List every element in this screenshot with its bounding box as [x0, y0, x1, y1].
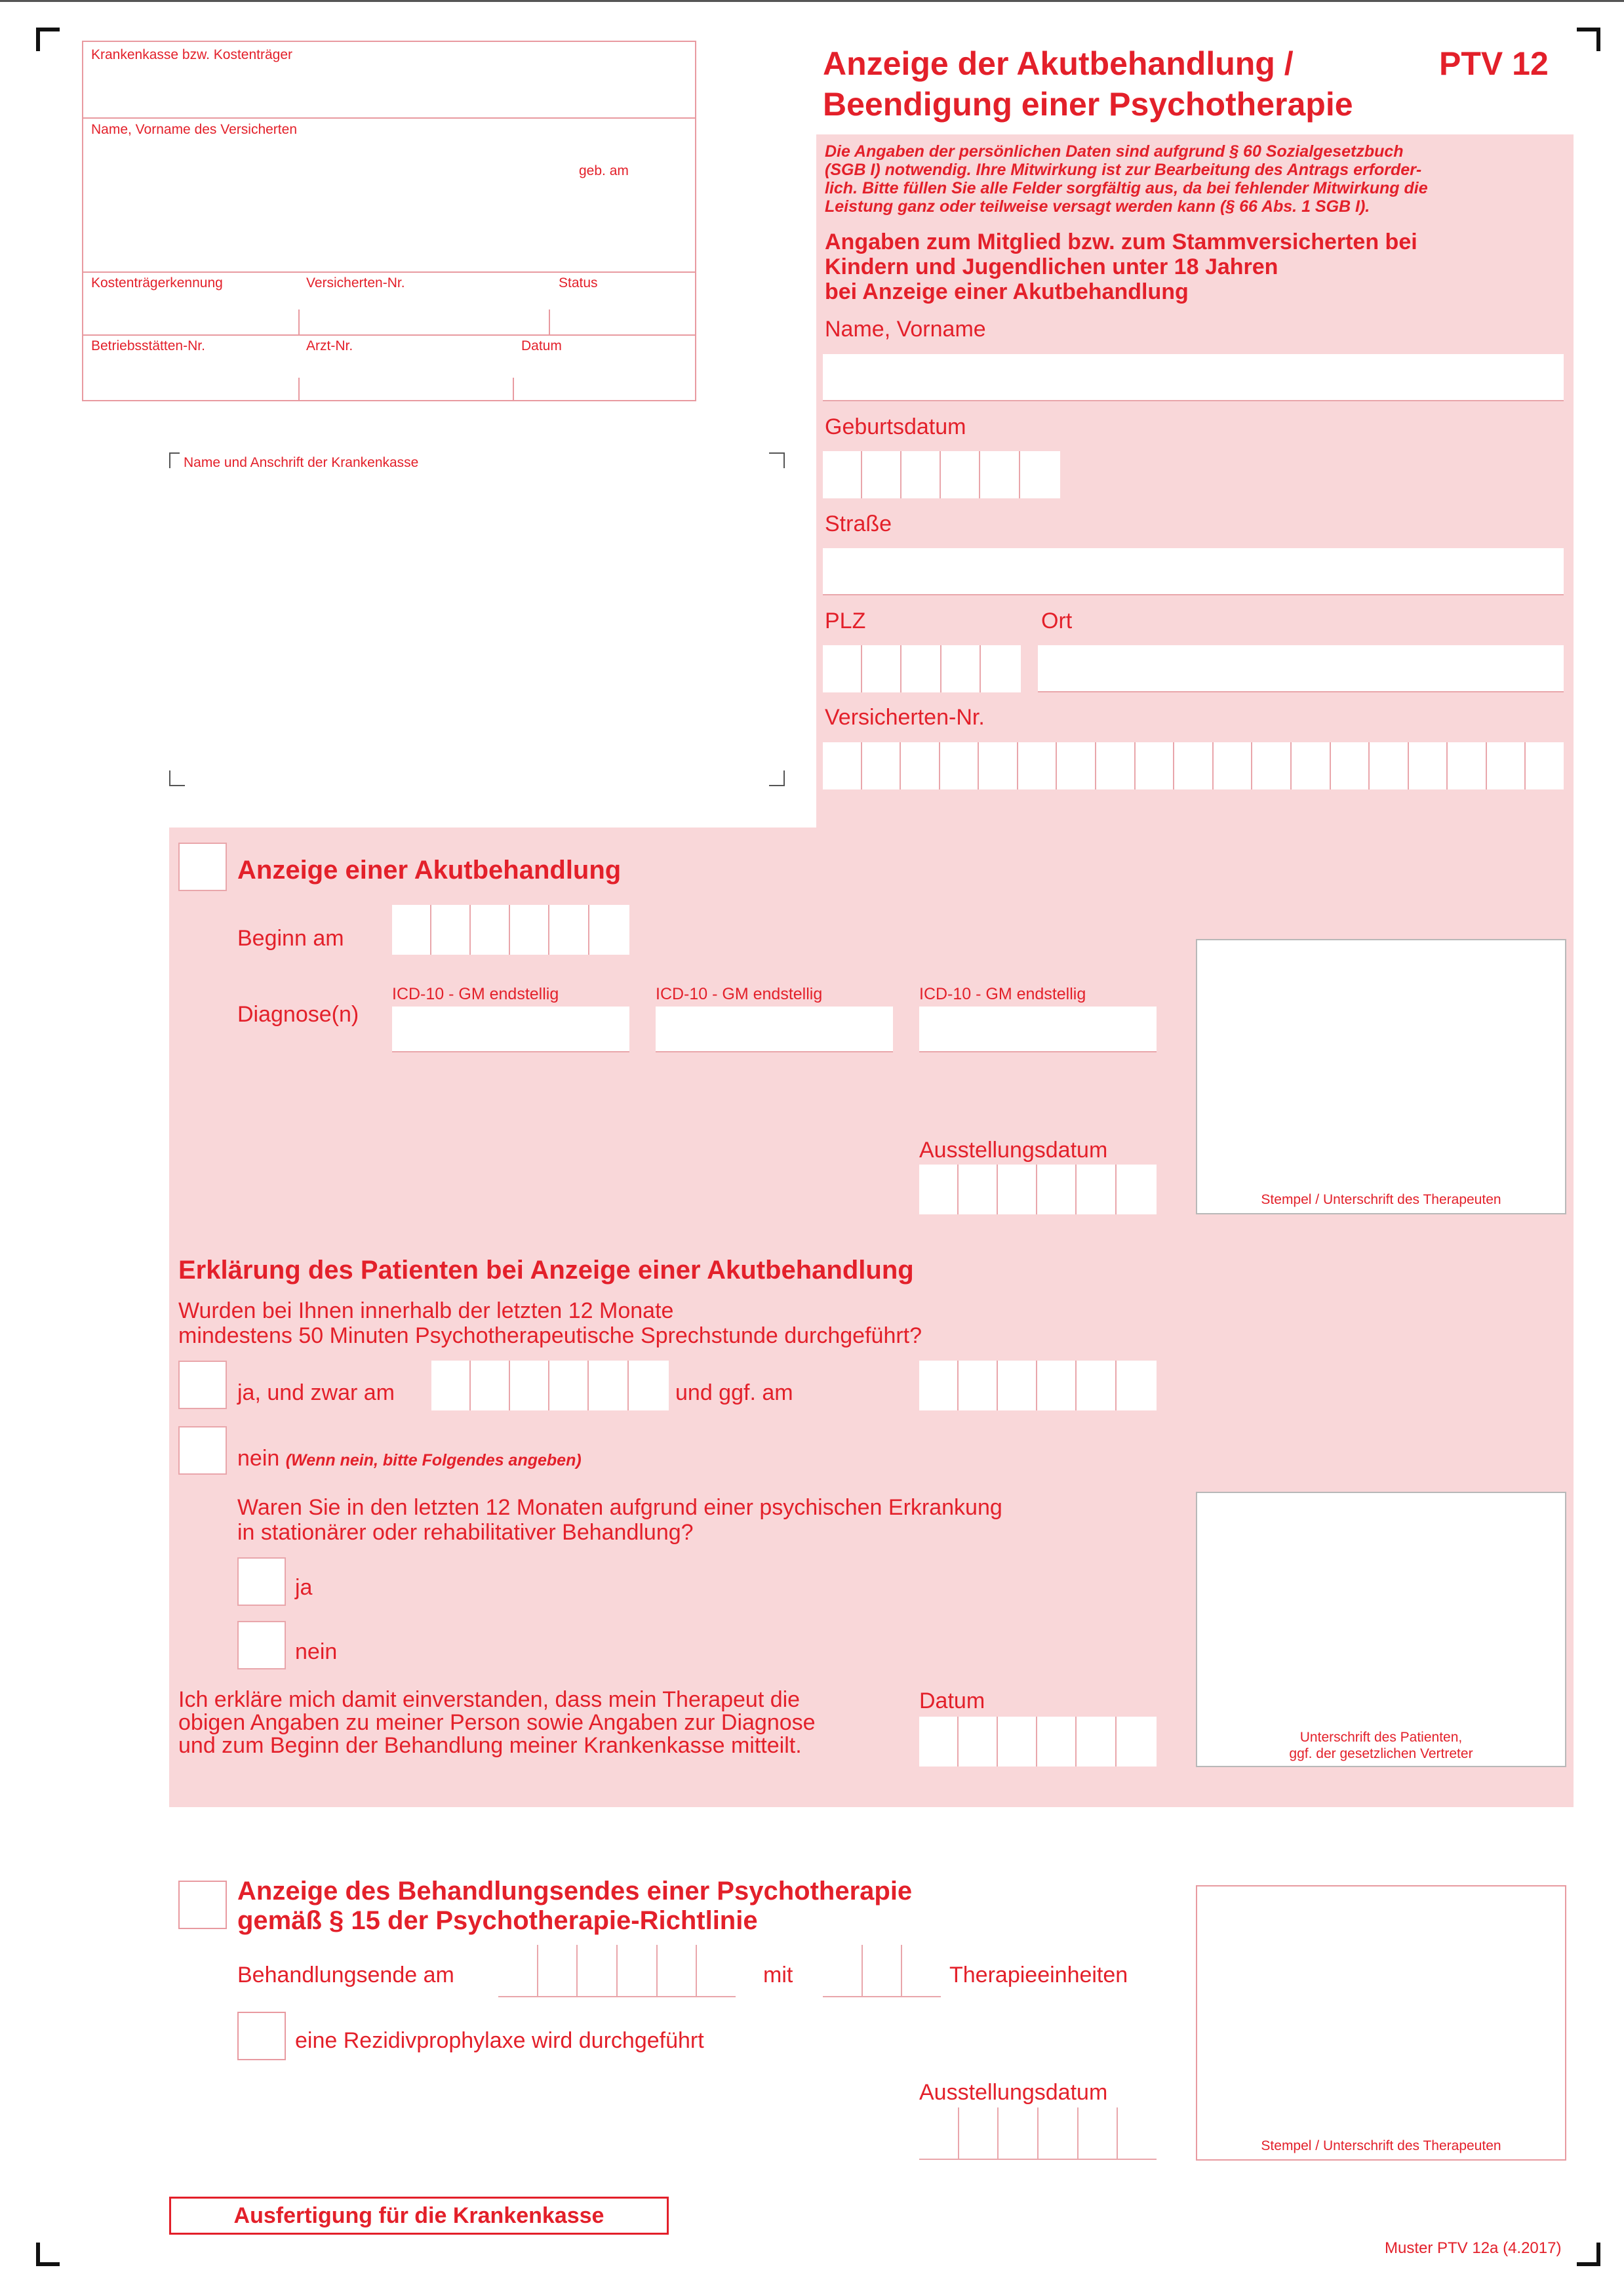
- consent-text: [178, 1688, 816, 1757]
- digit-cell[interactable]: [1057, 742, 1096, 789]
- relapse-label: eine Rezidivprophylaxe wird durchgeführt: [295, 2028, 704, 2053]
- consent-line: obigen Angaben zu meiner Person sowie Angaben zur Diagnose: [178, 1710, 816, 1735]
- birth-date-cells[interactable]: [823, 451, 1060, 498]
- ort-field[interactable]: [1038, 645, 1564, 692]
- insurance-no-cells[interactable]: [823, 742, 1564, 789]
- birth-label: Geburtsdatum: [825, 414, 966, 439]
- plz-cell[interactable]: [901, 645, 941, 692]
- signature-label: [1197, 1729, 1565, 1762]
- no-checkbox[interactable]: [178, 1426, 227, 1475]
- end-heading: [237, 1877, 912, 1936]
- member-heading-line: bei Anzeige einer Akutbehandlung: [825, 279, 1189, 304]
- ort-label: Ort: [1041, 609, 1073, 633]
- consent-line: Ich erkläre mich damit einverstanden, dass mein Therapeut die: [178, 1687, 801, 1712]
- form-code: PTV 12: [1439, 45, 1549, 82]
- date-cell[interactable]: [1077, 1165, 1117, 1214]
- form-title-line2: Beendigung einer Psychotherapie: [823, 86, 1353, 123]
- signature-line: Unterschrift des Patienten,: [1299, 1730, 1463, 1745]
- date-cell[interactable]: [1077, 1361, 1117, 1410]
- datum-label: Datum: [521, 338, 562, 353]
- date-cell[interactable]: [510, 905, 549, 955]
- end-checkbox[interactable]: [178, 1881, 227, 1929]
- divider: [513, 378, 514, 401]
- date-cell[interactable]: [589, 905, 629, 955]
- begin-date-cells[interactable]: [392, 905, 629, 955]
- corner-mark-top-right: [1577, 28, 1600, 51]
- member-heading-line: Angaben zum Mitglied bzw. zum Stammversicherten bei: [825, 230, 1417, 254]
- arzt-label: Arzt-Nr.: [306, 338, 353, 353]
- copy-label: Ausfertigung für die Krankenkasse: [169, 2197, 669, 2235]
- digit-cell[interactable]: [979, 742, 1018, 789]
- date-cell[interactable]: [980, 451, 1020, 498]
- end-issue-cells[interactable]: [919, 2107, 1157, 2160]
- date-cell[interactable]: [431, 1361, 471, 1410]
- therapist-stamp-box[interactable]: [1196, 939, 1566, 1214]
- icd-field-1[interactable]: [392, 1007, 629, 1052]
- divider: [549, 309, 550, 334]
- digit-cell[interactable]: [538, 1945, 578, 1996]
- notice-line: Die Angaben der persönlichen Daten sind aufgrund § 60 Sozialgesetzbuch: [825, 142, 1404, 161]
- digit-cell[interactable]: [498, 1945, 538, 1996]
- digit-cell[interactable]: [1487, 742, 1526, 789]
- end-heading-line: gemäß § 15 der Psychotherapie-Richtlinie: [237, 1906, 758, 1935]
- plz-cell[interactable]: [941, 645, 981, 692]
- corner-mark-bottom-right: [1577, 2243, 1600, 2266]
- no-label: [237, 1446, 582, 1471]
- divider: [83, 117, 696, 119]
- date-cell[interactable]: [471, 1361, 510, 1410]
- icd-field-3[interactable]: [919, 1007, 1157, 1052]
- end-stamp-box[interactable]: [1196, 1885, 1566, 2161]
- begin-label: Beginn am: [237, 926, 344, 951]
- no-hint: (Wenn nein, bitte Folgendes angeben): [285, 1451, 582, 1469]
- privacy-notice: [825, 142, 1566, 216]
- date-cell[interactable]: [392, 905, 431, 955]
- icd-field-2[interactable]: [656, 1007, 893, 1052]
- plz-cell[interactable]: [823, 645, 862, 692]
- muster-label: Muster PTV 12a (4.2017): [1385, 2239, 1562, 2257]
- relapse-checkbox[interactable]: [237, 2012, 286, 2060]
- notice-line: (SGB I) notwendig. Ihre Mitwirkung ist zur Bearbeitung des Antrags erforder-: [825, 161, 1422, 179]
- corner-mark-bottom-left: [36, 2243, 60, 2266]
- date-cell[interactable]: [998, 1717, 1037, 1766]
- also-date-cells[interactable]: [919, 1361, 1157, 1410]
- consent-line: und zum Beginn der Behandlung meiner Krankenkasse mitteilt.: [178, 1733, 802, 1758]
- corner-mark-top-left: [36, 28, 60, 51]
- patient-signature-box[interactable]: [1196, 1492, 1566, 1767]
- notice-line: Leistung ganz oder teilweise versagt werden kann (§ 66 Abs. 1 SGB I).: [825, 197, 1370, 216]
- acute-heading: Anzeige einer Akutbehandlung: [237, 856, 622, 885]
- question-1: [178, 1298, 922, 1348]
- digit-cell[interactable]: [697, 1945, 736, 1996]
- date-cell[interactable]: [1037, 1165, 1077, 1214]
- kasse-label: Krankenkasse bzw. Kostenträger: [91, 47, 293, 62]
- divider: [83, 334, 696, 336]
- date-cell[interactable]: [919, 1165, 959, 1214]
- date-cell[interactable]: [998, 1361, 1037, 1410]
- digit-cell[interactable]: [1292, 742, 1331, 789]
- inpatient-no-label: nein: [295, 1639, 338, 1664]
- end-date-label: Behandlungsende am: [237, 1963, 454, 1987]
- digit-cell[interactable]: [1096, 742, 1136, 789]
- form-title-line1: Anzeige der Akutbehandlung /: [823, 45, 1294, 82]
- inpatient-yes-label: ja: [295, 1575, 313, 1600]
- signature-line: ggf. der gesetzlichen Vertreter: [1289, 1746, 1473, 1761]
- digit-cell[interactable]: [1370, 742, 1409, 789]
- end-heading-line: Anzeige des Behandlungsendes einer Psychotherapie: [237, 1877, 913, 1906]
- date-cell[interactable]: [589, 1361, 629, 1410]
- date-cell[interactable]: [471, 905, 510, 955]
- icd-label-3: ICD-10 - GM endstellig: [919, 985, 1086, 1003]
- patient-date-label: Datum: [919, 1688, 985, 1713]
- digit-cell[interactable]: [1079, 2107, 1119, 2159]
- divider: [298, 309, 300, 334]
- units-cells[interactable]: [823, 1945, 941, 1997]
- date-cell[interactable]: [1077, 1717, 1117, 1766]
- date-cell[interactable]: [998, 1165, 1037, 1214]
- question-2: [237, 1495, 1002, 1545]
- insurance-header-box: [82, 41, 696, 401]
- digit-cell[interactable]: [863, 1945, 903, 1996]
- date-cell[interactable]: [959, 1717, 998, 1766]
- plz-cell[interactable]: [862, 645, 901, 692]
- no-text: nein: [237, 1446, 280, 1471]
- icd-label-1: ICD-10 - GM endstellig: [392, 985, 559, 1003]
- date-cell[interactable]: [823, 451, 862, 498]
- mit-label: mit: [763, 1963, 793, 1987]
- date-cell[interactable]: [1037, 1717, 1077, 1766]
- yes-checkbox[interactable]: [178, 1361, 227, 1409]
- digit-cell[interactable]: [1039, 2107, 1079, 2159]
- yes-label: ja, und zwar am: [237, 1380, 395, 1405]
- address-bracket-tl: [169, 452, 180, 468]
- top-border-line: [0, 0, 1624, 2]
- digit-cell[interactable]: [901, 742, 940, 789]
- digit-cell[interactable]: [919, 2107, 959, 2159]
- address-bracket-br: [769, 770, 785, 786]
- date-cell[interactable]: [919, 1361, 959, 1410]
- street-field[interactable]: [823, 548, 1564, 595]
- digit-cell[interactable]: [1448, 742, 1487, 789]
- digit-cell[interactable]: [1174, 742, 1214, 789]
- digit-cell[interactable]: [658, 1945, 698, 1996]
- inpatient-no-checkbox[interactable]: [237, 1621, 286, 1669]
- divider: [298, 378, 300, 401]
- digit-cell[interactable]: [1331, 742, 1370, 789]
- date-cell[interactable]: [549, 905, 589, 955]
- issue-date-label: Ausstellungsdatum: [919, 1138, 1108, 1163]
- digit-cell[interactable]: [1118, 2107, 1157, 2159]
- address-label: Name und Anschrift der Krankenkasse: [184, 455, 419, 470]
- plz-cell[interactable]: [981, 645, 1021, 692]
- acute-checkbox[interactable]: [178, 843, 227, 891]
- date-cell[interactable]: [629, 1361, 669, 1410]
- units-label: Therapieeinheiten: [949, 1963, 1128, 1987]
- digit-cell[interactable]: [940, 742, 980, 789]
- digit-cell[interactable]: [999, 2107, 1039, 2159]
- name-label: Name, Vorname des Versicherten: [91, 122, 297, 137]
- name-field[interactable]: [823, 354, 1564, 401]
- date-cell[interactable]: [901, 451, 941, 498]
- diagnosis-label: Diagnose(n): [237, 1002, 359, 1027]
- patient-heading: Erklärung des Patienten bei Anzeige einer Akutbehandlung: [178, 1256, 914, 1285]
- date-cell[interactable]: [919, 1717, 959, 1766]
- plz-label: PLZ: [825, 609, 866, 633]
- insurance-no-label: Versicherten-Nr.: [825, 705, 985, 730]
- end-date-cells[interactable]: [498, 1945, 736, 1997]
- end-stamp-label: Stempel / Unterschrift des Therapeuten: [1261, 2138, 1501, 2153]
- digit-cell[interactable]: [1214, 742, 1253, 789]
- date-cell[interactable]: [959, 1361, 998, 1410]
- digit-cell[interactable]: [1252, 742, 1292, 789]
- address-window: [169, 446, 785, 800]
- digit-cell[interactable]: [823, 1945, 863, 1996]
- digit-cell[interactable]: [862, 742, 901, 789]
- member-heading-line: Kindern und Jugendlichen unter 18 Jahren: [825, 254, 1278, 279]
- stamp-label: Stempel / Unterschrift des Therapeuten: [1261, 1192, 1501, 1207]
- icd-label-2: ICD-10 - GM endstellig: [656, 985, 823, 1003]
- street-label: Straße: [825, 511, 892, 536]
- kostentraeger-label: Kostenträgerkennung: [91, 275, 223, 290]
- address-bracket-tr: [769, 452, 785, 468]
- digit-cell[interactable]: [959, 2107, 999, 2159]
- question-line: Wurden bei Ihnen innerhalb der letzten 12 Monate: [178, 1298, 674, 1323]
- versicherten-label: Versicherten-Nr.: [306, 275, 405, 290]
- notice-line: lich. Bitte füllen Sie alle Felder sorgfältig aus, da bei fehlender Mitwirkung die: [825, 179, 1428, 197]
- date-cell[interactable]: [510, 1361, 549, 1410]
- digit-cell[interactable]: [823, 742, 862, 789]
- member-heading: [825, 230, 1417, 304]
- plz-cells[interactable]: [823, 645, 1021, 692]
- digit-cell[interactable]: [902, 1945, 941, 1996]
- digit-cell[interactable]: [1526, 742, 1564, 789]
- issue-date-cells[interactable]: [919, 1165, 1157, 1214]
- digit-cell[interactable]: [578, 1945, 618, 1996]
- question-line: mindestens 50 Minuten Psychotherapeutische Sprechstunde durchgeführt?: [178, 1323, 922, 1348]
- digit-cell[interactable]: [618, 1945, 658, 1996]
- yes-date-cells[interactable]: [431, 1361, 669, 1410]
- date-cell[interactable]: [862, 451, 901, 498]
- date-cell[interactable]: [1117, 1165, 1157, 1214]
- date-cell[interactable]: [941, 451, 980, 498]
- digit-cell[interactable]: [1018, 742, 1058, 789]
- also-label: und ggf. am: [675, 1380, 793, 1405]
- question-line: Waren Sie in den letzten 12 Monaten aufgrund einer psychischen Erkrankung: [237, 1495, 1002, 1520]
- question-line: in stationärer oder rehabilitativer Behandlung?: [237, 1520, 694, 1545]
- digit-cell[interactable]: [1409, 742, 1448, 789]
- date-cell[interactable]: [1117, 1361, 1157, 1410]
- status-label: Status: [559, 275, 598, 290]
- address-bracket-bl: [169, 770, 185, 786]
- end-issue-label: Ausstellungsdatum: [919, 2080, 1108, 2105]
- date-cell[interactable]: [1117, 1717, 1157, 1766]
- date-cell[interactable]: [549, 1361, 589, 1410]
- name-field-label: Name, Vorname: [825, 317, 986, 342]
- date-cell[interactable]: [959, 1165, 998, 1214]
- date-cell[interactable]: [1020, 451, 1060, 498]
- digit-cell[interactable]: [1136, 742, 1175, 789]
- geb-label: geb. am: [579, 163, 629, 178]
- date-cell[interactable]: [431, 905, 471, 955]
- date-cell[interactable]: [1037, 1361, 1077, 1410]
- inpatient-yes-checkbox[interactable]: [237, 1557, 286, 1606]
- divider: [83, 271, 696, 273]
- patient-date-cells[interactable]: [919, 1717, 1157, 1766]
- betrieb-label: Betriebsstätten-Nr.: [91, 338, 205, 353]
